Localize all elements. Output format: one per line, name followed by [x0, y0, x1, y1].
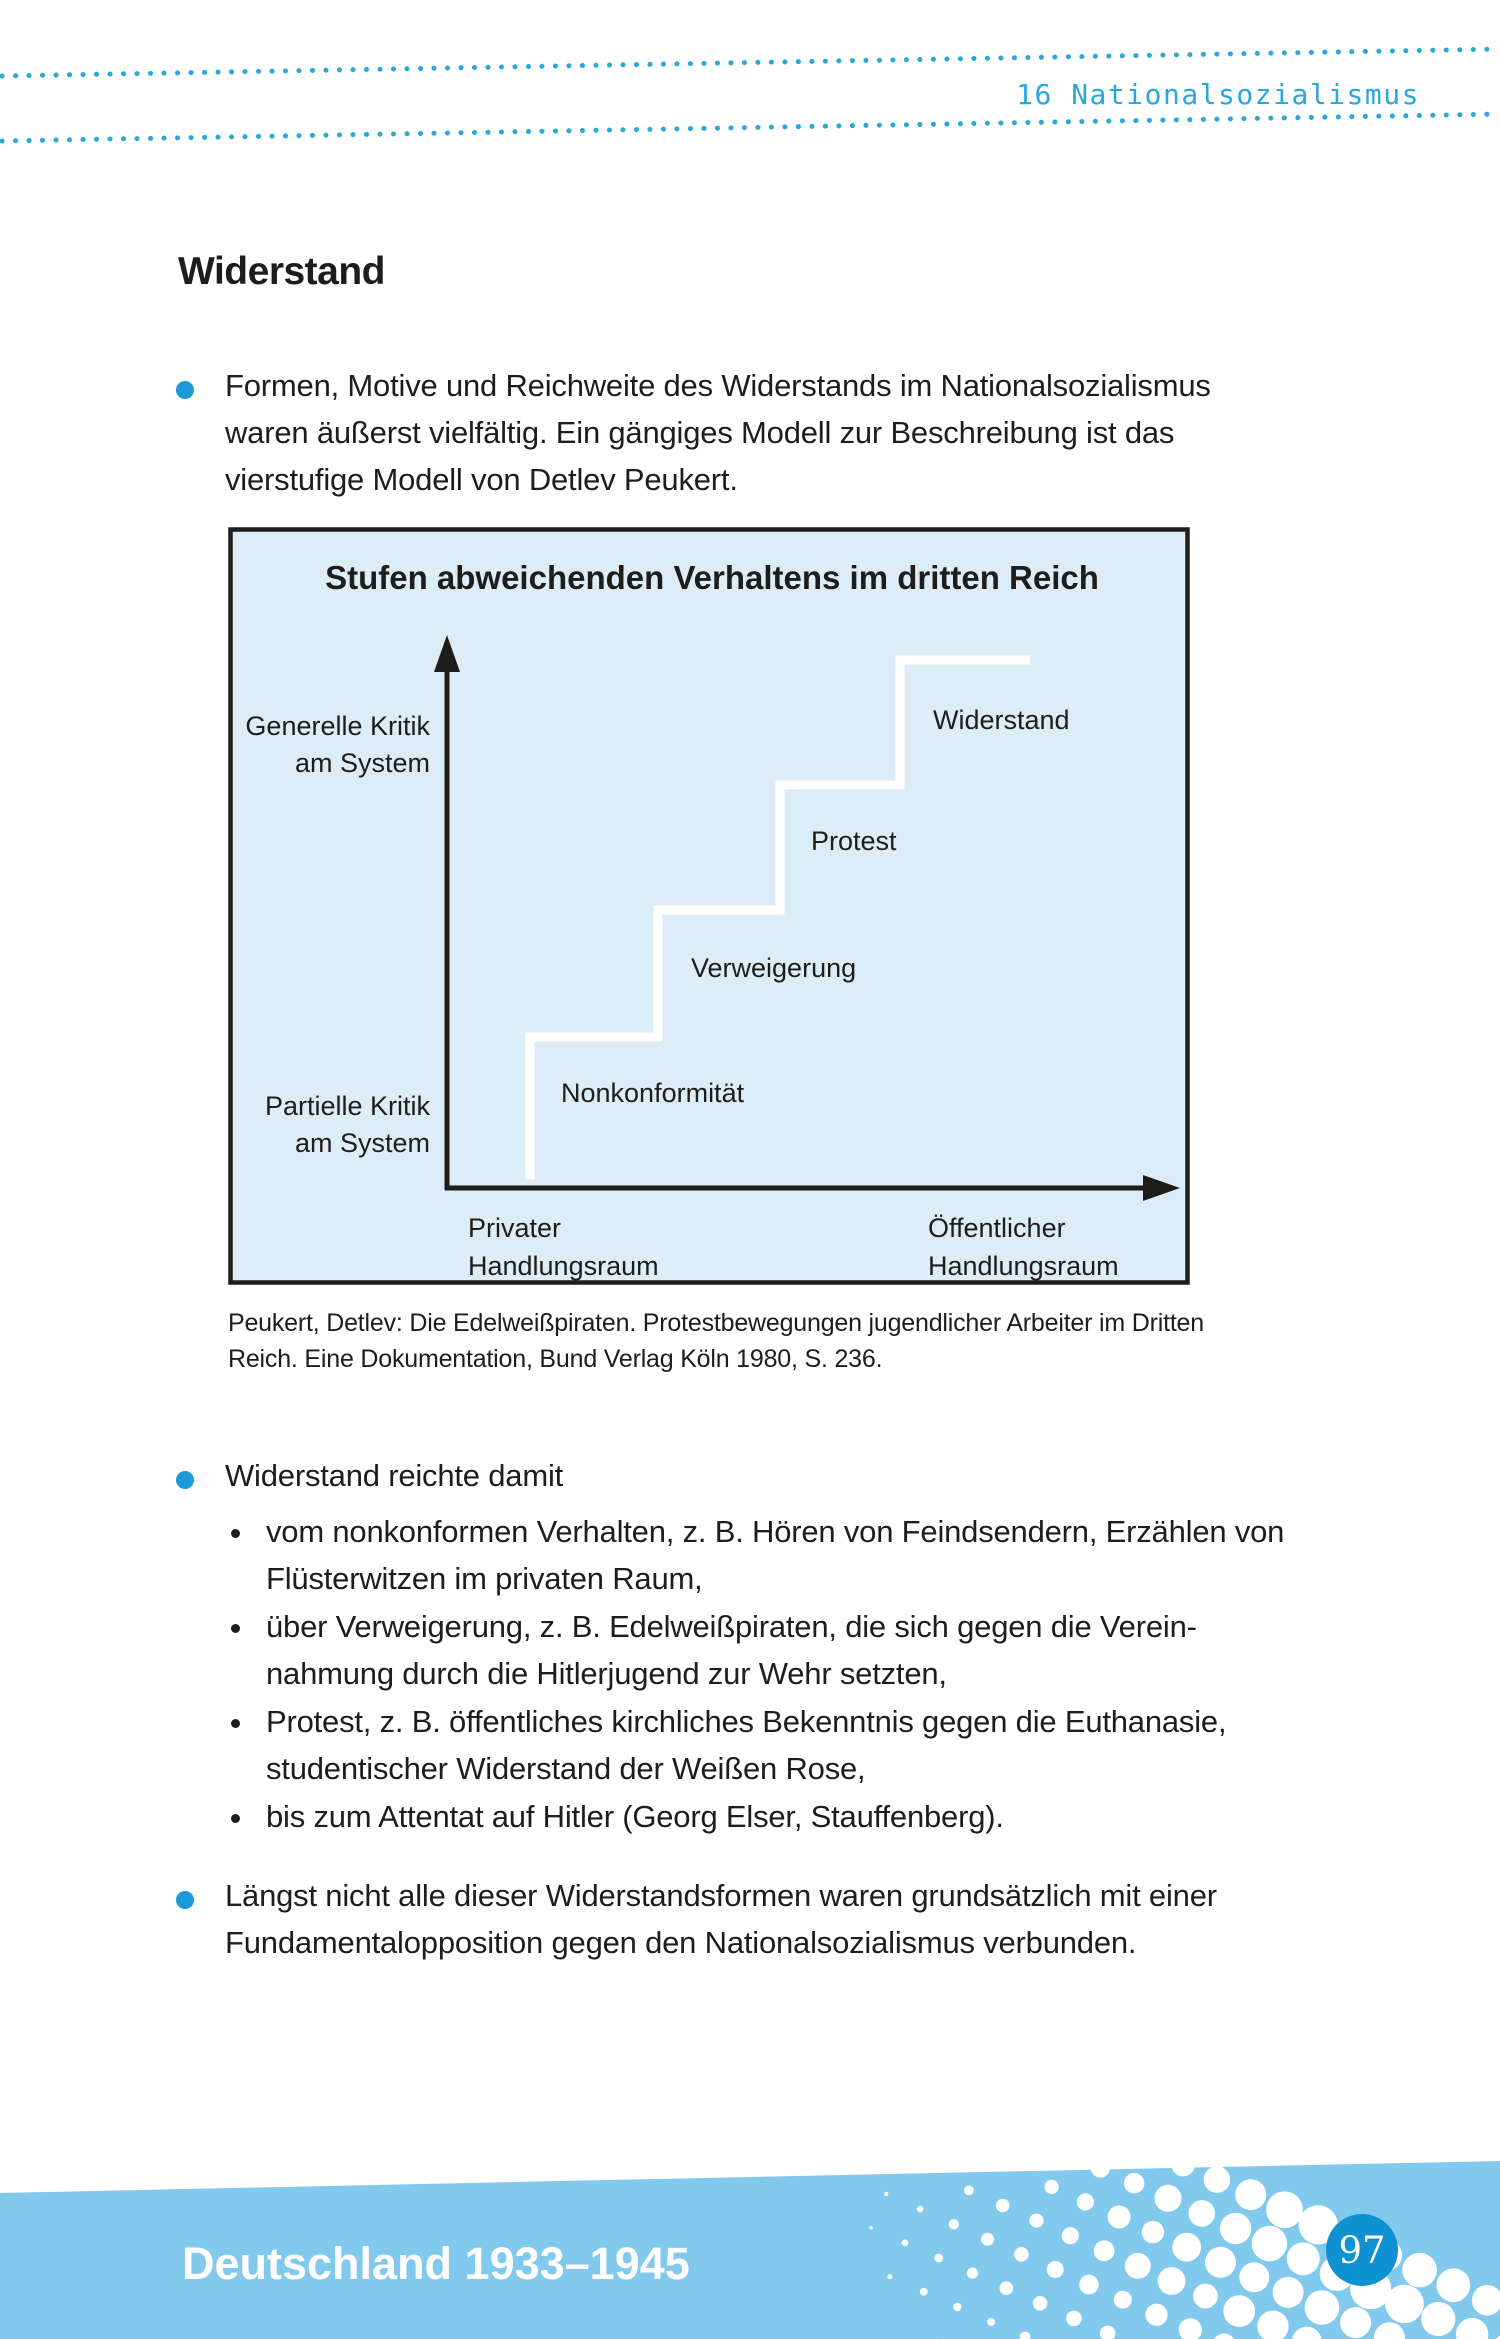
halftone-dot: [1000, 2281, 1014, 2295]
bullet-marker: [176, 1891, 194, 1909]
text-line: vierstufige Modell von Detlev Peukert.: [225, 462, 738, 497]
text-line: Peukert, Detlev: Die Edelweißpiraten. Protestbewegungen jugendlicher Arbeiter im Dritten: [228, 1309, 1204, 1337]
bullet-marker: [176, 1471, 194, 1489]
halftone-dot: [1287, 2242, 1320, 2275]
x-axis-left-label-line2: Handlungsraum: [468, 1251, 659, 1281]
halftone-dot: [1235, 2179, 1266, 2210]
sub-bullet-marker: [231, 1529, 240, 1538]
halftone-dot: [1014, 2247, 1029, 2262]
x-axis-right-label-line2: Handlungsraum: [928, 1251, 1119, 1281]
footer-section-title: Deutschland 1933–1945: [182, 2238, 690, 2289]
halftone-dot: [1205, 2247, 1236, 2278]
halftone-dot: [1139, 2139, 1159, 2159]
text-line: Protest, z. B. öffentliches kirchliches Bekenntnis gegen die Euthanasie,: [266, 1704, 1227, 1739]
figure-caption: [228, 1305, 1204, 1377]
sub-bullet-marker: [231, 1719, 240, 1728]
halftone-dot: [1204, 2166, 1231, 2193]
text-line: bis zum Attentat auf Hitler (Georg Elser, Stauffenberg).: [266, 1799, 1004, 1834]
halftone-dot: [1305, 2290, 1340, 2325]
list-heading: Widerstand reichte damit: [225, 1458, 564, 1493]
text-line: studentischer Widerstand der Weißen Rose,: [266, 1751, 866, 1786]
closing-paragraph: [225, 1872, 1217, 1966]
page-title: Widerstand: [178, 250, 386, 293]
halftone-dot: [996, 2199, 1010, 2213]
halftone-dot: [1340, 2307, 1371, 2338]
halftone-dot: [920, 2288, 928, 2296]
halftone-dot: [884, 2192, 888, 2196]
halftone-dot: [1125, 2253, 1151, 2279]
halftone-dot: [1239, 2262, 1269, 2292]
footer-band: [0, 2100, 1500, 2339]
text-line: über Verweigerung, z. B. Edelweißpiraten, die sich gegen die Verein-: [266, 1609, 1197, 1644]
halftone-dot: [964, 2186, 974, 2196]
halftone-dot: [949, 2219, 959, 2229]
list-item: [266, 1508, 1284, 1602]
halftone-dot: [1402, 2253, 1437, 2288]
halftone-dot: [1421, 2302, 1455, 2336]
text-line: Längst nicht alle dieser Widerstandsformen waren grundsätzlich mit einer: [225, 1878, 1217, 1913]
halftone-dot: [1220, 2213, 1251, 2244]
halftone-dot: [1077, 2193, 1094, 2210]
halftone-dot: [1223, 2295, 1255, 2327]
halftone-dot: [1062, 2227, 1079, 2244]
step-label-protest: Protest: [811, 826, 897, 856]
sub-bullet-marker: [231, 1814, 240, 1823]
intro-paragraph: [225, 362, 1211, 503]
text-line: Formen, Motive und Reichweite des Widerstands im Nationalsozialismus: [225, 368, 1211, 403]
halftone-dot: [1266, 2191, 1303, 2228]
list-item: [266, 1603, 1197, 1697]
halftone-dot: [917, 2206, 924, 2213]
halftone-dot: [1171, 2153, 1195, 2177]
page-number: 97: [1338, 2229, 1386, 2272]
halftone-dot: [1045, 2180, 1059, 2194]
text-line: vom nonkonformen Verhalten, z. B. Hören von Feindsendern, Erzählen von: [266, 1514, 1285, 1549]
halftone-dot: [1155, 2185, 1182, 2212]
halftone-dot: [1124, 2173, 1144, 2193]
halftone-dot: [1066, 2311, 1082, 2327]
halftone-dot: [1091, 2159, 1110, 2178]
bullet-marker: [176, 381, 194, 399]
halftone-dot: [887, 2274, 892, 2279]
step-label-verweigerung: Verweigerung: [691, 953, 857, 983]
halftone-dot: [1114, 2291, 1132, 2309]
sub-bullet-marker: [231, 1624, 240, 1633]
dotted-rule-top: [2, 49, 1500, 76]
y-axis-top-label-line1: Generelle Kritik: [245, 711, 430, 741]
halftone-dot: [1047, 2261, 1064, 2278]
text-line: Reich. Eine Dokumentation, Bund Verlag Köln 1980, S. 236.: [228, 1345, 883, 1373]
halftone-dot: [987, 2318, 995, 2326]
halftone-dot: [1437, 2268, 1471, 2302]
y-axis-bottom-label-line1: Partielle Kritik: [264, 1091, 430, 1121]
list-item: [266, 1698, 1226, 1792]
halftone-dot: [1029, 2214, 1043, 2228]
halftone-dot: [870, 2226, 873, 2229]
halftone-dot: [902, 2240, 909, 2247]
halftone-dot: [1273, 2277, 1304, 2308]
halftone-dot: [1142, 2221, 1164, 2243]
halftone-dot: [953, 2303, 961, 2311]
x-axis-left-label-line1: Privater: [468, 1213, 562, 1243]
halftone-dot: [1189, 2200, 1216, 2227]
halftone-dot: [1094, 2240, 1115, 2261]
step-label-widerstand: Widerstand: [933, 705, 1070, 735]
halftone-dot: [1193, 2284, 1218, 2309]
halftone-dot: [981, 2233, 994, 2246]
text-line: waren äußerst vielfältig. Ein gängiges Modell zur Beschreibung ist das: [225, 415, 1175, 450]
dotted-rule-bottom: [2, 114, 1500, 141]
text-line: nahmung durch die Hitlerjugend zur Wehr setzten,: [266, 1656, 947, 1691]
text-line: Fundamentalopposition gegen den Nationalsozialismus verbunden.: [225, 1925, 1137, 1960]
halftone-dot: [1172, 2233, 1201, 2262]
halftone-dot: [934, 2254, 943, 2263]
halftone-dot: [1252, 2226, 1288, 2262]
y-axis-top-label-line2: am System: [294, 748, 430, 778]
halftone-dot: [1079, 2275, 1099, 2295]
halftone-dot: [967, 2268, 978, 2279]
text-line: Flüsterwitzen im privaten Raum,: [266, 1561, 703, 1596]
y-axis-bottom-label-line2: am System: [294, 1128, 430, 1158]
halftone-dot: [1158, 2267, 1186, 2295]
step-label-nonkonformitaet: Nonkonformität: [561, 1078, 745, 1108]
list-item: [266, 1793, 1004, 1840]
x-axis-right-label-line1: Öffentlicher: [928, 1213, 1066, 1243]
figure-title: Stufen abweichenden Verhaltens im dritten Reich: [325, 559, 1099, 596]
chapter-label: 16 Nationalsozialismus: [1016, 78, 1420, 111]
halftone-dot: [1385, 2285, 1424, 2324]
peukert-model-figure: [228, 527, 1190, 1285]
halftone-dot: [1033, 2296, 1048, 2311]
halftone-dot: [1145, 2304, 1167, 2326]
halftone-dot: [1108, 2206, 1131, 2229]
